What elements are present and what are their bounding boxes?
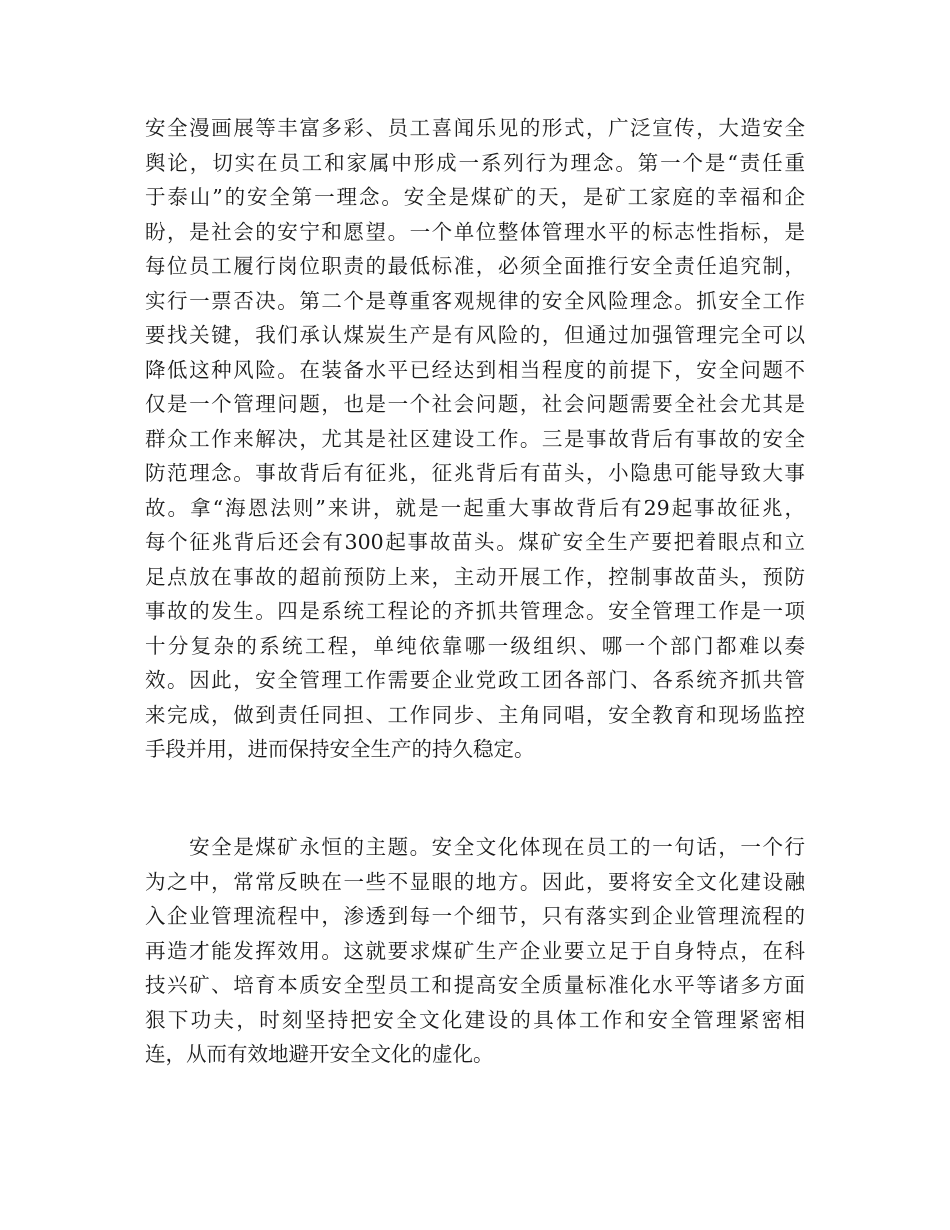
paragraph-line: 要找关键，我们承认煤炭生产是有风险的，但通过加强管理完全可以 [145,323,805,347]
paragraph-line: 安全漫画展等丰富多彩、员工喜闻乐见的形式，广泛宣传，大造安全 [145,116,805,140]
paragraph-line: 每位员工履行岗位职责的最低标准，必须全面推行安全责任追究制， [145,254,805,278]
paragraph-line: 盼，是社会的安宁和愿望。一个单位整体管理水平的标志性指标，是 [145,219,805,244]
paragraph-line: 入企业管理流程中，渗透到每一个细节，只有落实到企业管理流程的 [145,904,805,928]
paragraph-line: 技兴矿、培育本质安全型员工和提高安全质量标准化水平等诸多方面 [145,973,805,997]
paragraph-2 [145,830,805,1072]
paragraph-line-last: 连，从而有效地避开安全文化的虚化。 [145,1042,494,1066]
paragraph-line: 来完成，做到责任同担、工作同步、主角同唱，安全教育和现场监控 [145,702,805,727]
paragraph-line: 故。拿“海恩法则”来讲，就是一起重大事故背后有29起事故征兆， [145,495,805,520]
paragraph-line: 再造才能发挥效用。这就要求煤矿生产企业要立足于自身特点，在科 [145,938,805,963]
paragraph-line: 仅是一个管理问题，也是一个社会问题，社会问题需要全社会尤其是 [145,392,805,416]
paragraph-line: 舆论，切实在员工和家属中形成一系列行为理念。第一个是“责任重 [145,150,805,175]
paragraph-line: 实行一票否决。第二个是尊重客观规律的安全风险理念。抓安全工作 [145,288,805,313]
paragraph-line: 十分复杂的系统工程，单纯依靠哪一级组织、哪一个部门都难以奏 [145,633,805,658]
paragraph-line: 安全是煤矿永恒的主题。安全文化体现在员工的一句话，一个行 [145,835,805,859]
paragraph-line: 每个征兆背后还会有300起事故苗头。煤矿安全生产要把着眼点和立 [145,530,805,554]
paragraph-line: 足点放在事故的超前预防上来，主动开展工作，控制事故苗头，预防 [145,564,805,589]
paragraph-1 [145,111,805,767]
paragraph-line: 于泰山”的安全第一理念。安全是煤矿的天，是矿工家庭的幸福和企 [145,185,805,209]
paragraph-line: 狠下功夫，时刻坚持把安全文化建设的具体工作和安全管理紧密相 [145,1007,805,1032]
paragraph-line: 事故的发生。四是系统工程论的齐抓共管理念。安全管理工作是一项 [145,599,805,623]
paragraph-line: 效。因此，安全管理工作需要企业党政工团各部门、各系统齐抓共管 [145,668,805,692]
paragraph-line: 为之中，常常反映在一些不显眼的地方。因此，要将安全文化建设融 [145,869,805,894]
paragraph-line: 防范理念。事故背后有征兆，征兆背后有苗头，小隐患可能导致大事 [145,461,805,485]
paragraph-line-last: 手段并用，进而保持安全生产的持久稳定。 [145,737,535,761]
paragraph-line: 群众工作来解决，尤其是社区建设工作。三是事故背后有事故的安全 [145,426,805,451]
paragraph-line: 降低这种风险。在装备水平已经达到相当程度的前提下，安全问题不 [145,357,805,382]
